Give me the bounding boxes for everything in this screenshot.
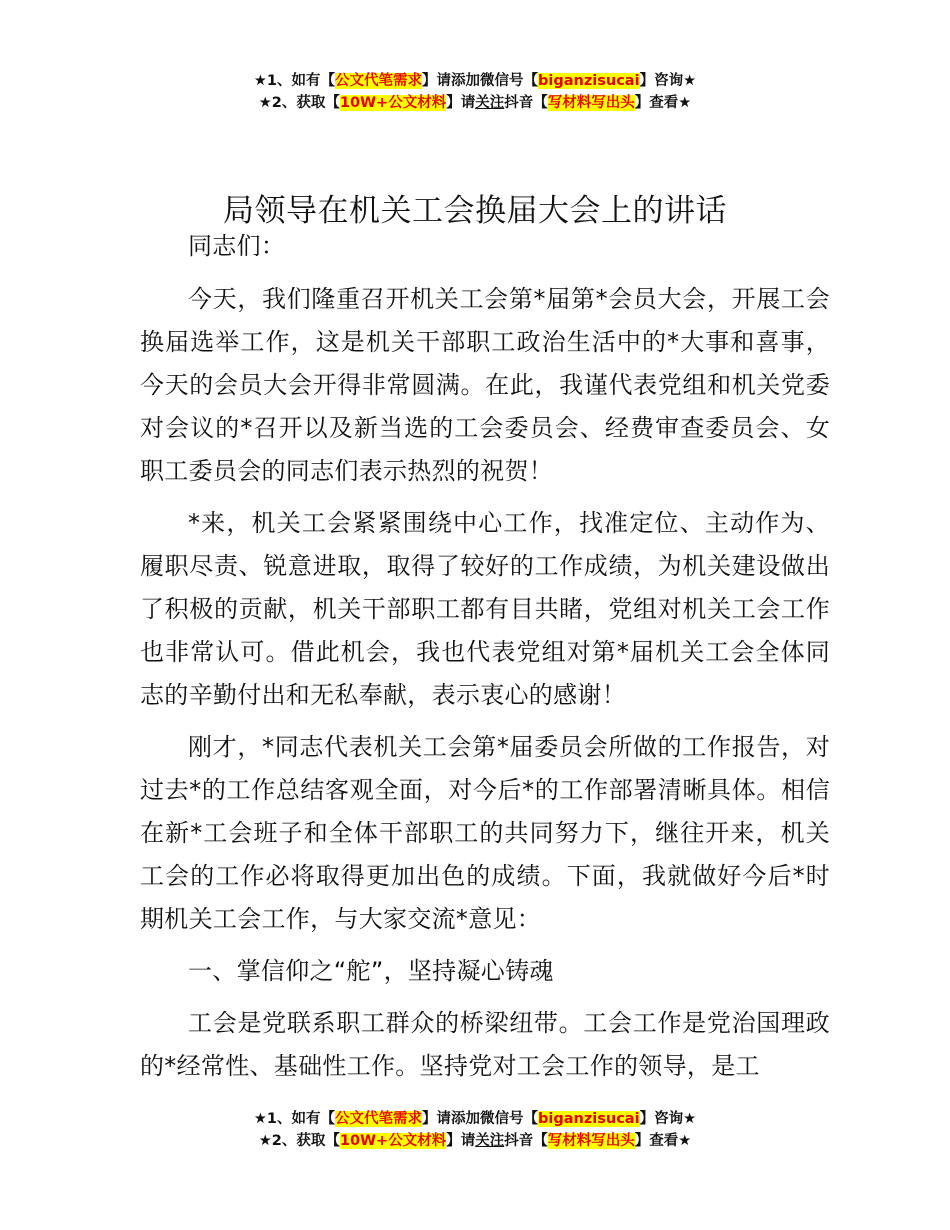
banner-text: ★1、如有【 — [253, 73, 336, 89]
banner-text: 】请 — [422, 73, 452, 89]
highlight-text: 10W+公文材料 — [339, 95, 447, 111]
paragraph: *来，机关工会紧紧围绕中心工作，找准定位、主动作为、履职尽责、锐意进取，取得了较好的工作成绩，为机关建设做出了积极的贡献，机关干部职工都有目共睹，党组对机关工会工作也非常认可。借此机会，我也代表党组对第*届机关工会全体同志的辛勤付出和无私奉献，表示衷心的感谢！ — [140, 509, 830, 709]
document-body — [140, 225, 830, 1097]
highlight-text: 写材料写出头 — [547, 95, 635, 111]
banner-line-1 — [0, 70, 950, 92]
highlight-text: 写材料写出头 — [547, 1133, 635, 1149]
banner-text: 】查看★ — [634, 95, 692, 111]
banner-text: 】咨询★ — [639, 73, 697, 89]
highlight-text: 公文代笔需求 — [335, 1111, 423, 1127]
header-banner — [0, 70, 950, 114]
banner-text: 抖音【 — [504, 1133, 548, 1149]
banner-text: 微信号【 — [480, 1111, 539, 1127]
paragraph: 刚才，*同志代表机关工会第*届委员会所做的工作报告，对过去*的工作总结客观全面，对今后*的工作部署清晰具体。相信在新*工会班子和全体干部职工的共同努力下，继往开来，机关工会的工作必将取得更加出色的成绩。下面，我就做好今后*时期机关工会工作，与大家交流*意见： — [140, 733, 830, 933]
emphasis-text: 添加 — [451, 73, 481, 89]
banner-text: 微信号【 — [480, 73, 539, 89]
highlight-text: 10W+公文材料 — [339, 1133, 447, 1149]
banner-text: 】请 — [446, 95, 476, 111]
highlight-text: biganzisucai — [538, 1111, 640, 1127]
banner-text: 】请 — [422, 1111, 452, 1127]
banner-text: ★1、如有【 — [253, 1111, 336, 1127]
banner-line-2 — [0, 1130, 950, 1152]
banner-text: 抖音【 — [504, 95, 548, 111]
emphasis-text: 关注 — [475, 1133, 505, 1149]
banner-text: ★2、获取【 — [258, 1133, 340, 1149]
banner-text: 】查看★ — [634, 1133, 692, 1149]
banner-text: ★2、获取【 — [258, 95, 340, 111]
highlight-text: biganzisucai — [538, 73, 640, 89]
banner-line-2 — [0, 92, 950, 114]
salutation: 同志们： — [188, 232, 286, 260]
footer-banner — [0, 1108, 950, 1152]
banner-line-1 — [0, 1108, 950, 1130]
paragraph: 工会是党联系职工群众的桥梁纽带。工会工作是党治国理政的*经常性、基础性工作。坚持党对工会工作的领导，是工 — [140, 1009, 830, 1080]
paragraph: 今天，我们隆重召开机关工会第*届第*会员大会，开展工会换届选举工作，这是机关干部职工政治生活中的*大事和喜事，今天的会员大会开得非常圆满。在此，我谨代表党组和机关党委对会议的*召开以及新当选的工会委员会、经费审查委员会、女职工委员会的同志们表示热烈的祝贺！ — [140, 285, 830, 485]
highlight-text: 公文代笔需求 — [335, 73, 423, 89]
banner-text: 】请 — [446, 1133, 476, 1149]
emphasis-text: 添加 — [451, 1111, 481, 1127]
emphasis-text: 关注 — [475, 95, 505, 111]
document-title: 局领导在机关工会换届大会上的讲话 — [223, 192, 727, 229]
banner-text: 】咨询★ — [639, 1111, 697, 1127]
section-heading: 一、掌信仰之“舵”，坚持凝心铸魂 — [188, 957, 554, 985]
